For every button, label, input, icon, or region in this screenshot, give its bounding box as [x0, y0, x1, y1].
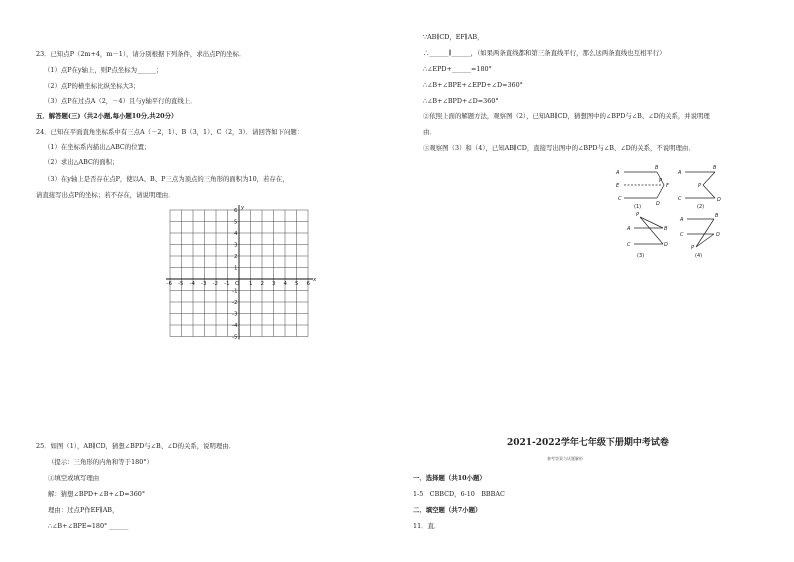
proof-line-3: ∴∠EPD+______=180° [423, 65, 492, 73]
fig4-label-D: D [716, 232, 720, 238]
right-page [397, 0, 794, 562]
x-tick-label: 2 [260, 281, 264, 287]
y-tick-label: 2 [234, 254, 238, 260]
q24-part3: （3）在y轴上是否存在点P，使以A、B、P三点为顶点的三角形的面积为10，若存在， [44, 175, 289, 183]
fig4-caption: (4) [695, 253, 703, 259]
x-tick-label: 5 [295, 281, 299, 287]
proof-line-2: ∴______∥______，（如果两条直线都和第三条直线平行，那么这两条直线也互相平行） [423, 49, 666, 57]
answer-section1: 一．选择题（共10小题） [413, 474, 486, 482]
fig1-label-D: D [656, 201, 660, 207]
q25-step4: ∴∠B+∠BPE=180° ______ [48, 522, 129, 530]
fig2-label-B: B [713, 165, 717, 171]
x-tick-label: 4 [283, 281, 287, 287]
q25-hint: （提示：三角形的内角和等于180°） [48, 458, 153, 466]
coordinate-grid [162, 204, 322, 352]
section5-heading: 五．解答题(三)（共2小题,每小题10分,共20分） [36, 112, 178, 120]
q24-part3-cont: 请直接写出点P的坐标；若不存在，请说明理由． [36, 191, 175, 199]
proof-line-5: ∴∠B+∠BPD+∠D=360° [423, 97, 499, 105]
y-tick-label: -5 [232, 334, 238, 341]
fig3-label-D: D [664, 242, 668, 248]
fig3-label-A: A [627, 226, 631, 232]
q23-part2: （2）点P的横坐标比纵坐标大3； [44, 82, 140, 90]
answer-subtitle: 参考答案与试题解析 [547, 456, 583, 461]
x-tick-label: 6 [306, 281, 310, 287]
q25-stem: 25．如图（1），AB∥CD，猜想∠BPD与∠B、∠D的关系，说明理由． [36, 442, 236, 450]
answer-fill1: 11．直． [413, 522, 441, 530]
y-tick-label: 3 [234, 242, 238, 249]
fig1-label-F: F [666, 183, 669, 189]
answer-section2: 二．填空题（共7小题） [413, 506, 482, 514]
x-tick-label: -4 [189, 281, 195, 287]
parallel-figures [612, 162, 742, 262]
fig2-label-A: A [678, 170, 682, 176]
x-tick-label: 1 [249, 281, 253, 287]
fig1-label-C: C [618, 196, 622, 202]
y-axis-label: y [241, 205, 245, 211]
y-tick-label: 1 [234, 265, 238, 272]
y-tick-label: -1 [232, 288, 238, 295]
y-tick-label: -2 [232, 300, 238, 306]
fig2-caption: (2) [697, 204, 705, 210]
q24-part2: （2）求出△ABC的面积； [44, 158, 119, 166]
fig1-caption: (1) [634, 204, 642, 210]
y-tick-label: 5 [234, 219, 238, 226]
x-tick-label: -5 [178, 281, 184, 287]
x-tick-label: -2 [212, 281, 218, 287]
fig2-label-C: C [678, 196, 682, 202]
q25-step2: 解：猜想∠BPD+∠B+∠D=360° [48, 490, 146, 498]
q25-part2: ②依照上面的解题方法，观察图（2），已知AB∥CD，猜想图中的∠BPD与∠B、∠D的关系，并说明理 [423, 112, 710, 120]
q25-part2-cont: 由． [423, 128, 436, 136]
q23-stem: 23．已知点P（2m+4，m－1），请分别根据下列条件，求出点P的坐标． [36, 50, 246, 58]
x-tick-label: 3 [272, 281, 276, 287]
fig1-label-E: E [616, 183, 620, 189]
q25-part3: ③观察图（3）和（4），已知AB∥CD，直接写出图中的∠BPD与∠B、∠D的关系，不说明理由． [423, 144, 695, 152]
q24-stem: 24．已知在平面直角坐标系中有三点A（－2，1）、B（3，1）、C（2，3）．请回答如下问题： [36, 128, 304, 136]
answer-title: 2021-2022学年七年级下册期中考试卷 [507, 438, 669, 448]
x-tick-label: O [235, 281, 240, 287]
q23-part1: （1）点P在y轴上，则P点坐标为______； [44, 66, 163, 74]
q24-part1: （1）在坐标系内描出△ABC的位置； [44, 143, 151, 151]
y-tick-label: -4 [232, 323, 238, 329]
q25-step1: ①填空或填写理由 [48, 474, 100, 482]
fig1-label-A: A [616, 170, 620, 176]
proof-line-1: ∵AB∥CD，EF∥AB， [423, 33, 484, 41]
q25-step3: 理由：过点P作EF∥AB， [48, 506, 119, 514]
fig4-label-P: P [691, 245, 695, 251]
fig2-label-P: P [698, 183, 702, 189]
x-tick-label: -1 [224, 281, 230, 287]
fig3-label-B: B [664, 226, 668, 232]
fig1-label-P: P [659, 178, 663, 184]
fig4-label-B: B [715, 213, 719, 219]
x-tick-label: -3 [201, 281, 207, 287]
q23-part3: （3）点P在过点A（2，－4）且与y轴平行的直线上． [44, 97, 197, 105]
fig3-caption: (3) [637, 253, 645, 259]
fig3-label-C: C [627, 242, 631, 248]
y-tick-label: 4 [234, 231, 238, 237]
fig2-label-D: D [717, 197, 721, 203]
x-tick-label: -6 [166, 281, 172, 287]
y-tick-label: 6 [234, 208, 238, 214]
proof-line-4: ∴∠B+∠BPE+∠EPD+∠D=360° [423, 81, 523, 89]
fig1-label-B: B [655, 165, 659, 171]
fig4-label-A: A [680, 217, 684, 223]
fig3-label-P: P [636, 212, 640, 218]
x-axis-label: x [313, 277, 317, 283]
fig4-label-C: C [680, 232, 684, 238]
answer-choices: 1-5 CBBCD，6-10 BBBAC [413, 490, 505, 498]
y-tick-label: -3 [232, 311, 238, 318]
